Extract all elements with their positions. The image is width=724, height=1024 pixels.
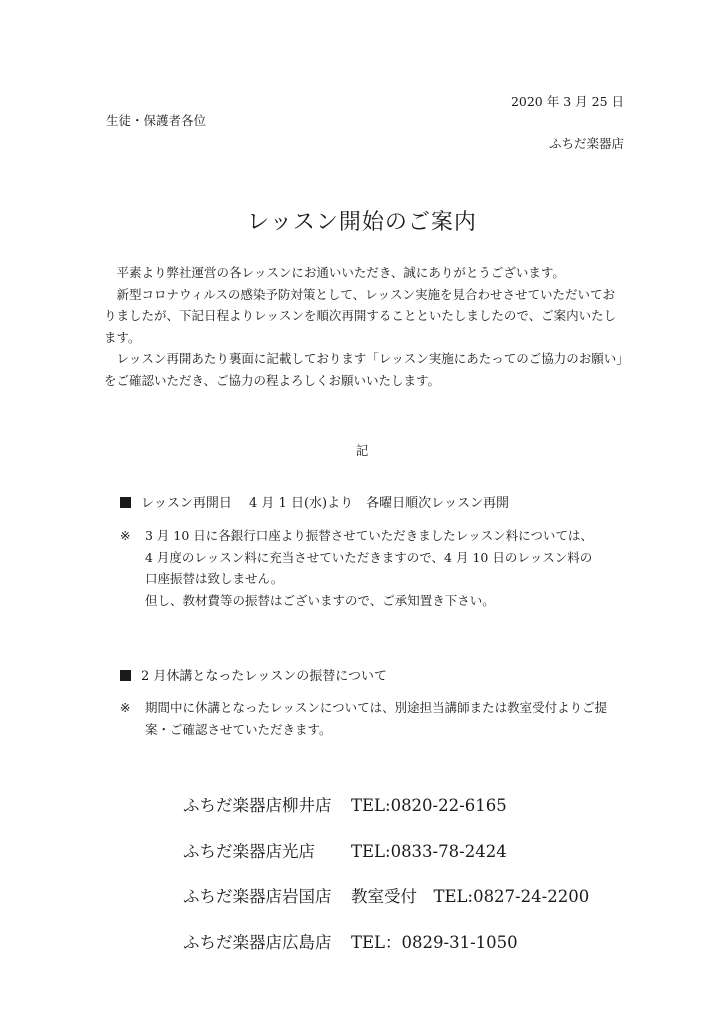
recipient: 生徒・保護者各位: [106, 113, 207, 128]
store-contact: 教室受付 TEL:0827-24-2200: [351, 887, 590, 906]
note-line: 4 月度のレッスン料に充当させていただきますので、4 月 10 日のレッスン料の: [145, 549, 593, 565]
note-line: 但し、教材費等の振替はございますので、ご承知置き下さい。: [145, 592, 495, 608]
note-mark: ※: [120, 528, 131, 543]
store-row: [183, 881, 589, 927]
document-date: 2020 年 3 月 25 日: [510, 94, 624, 109]
item-reopen-date: [120, 492, 509, 511]
body-text: [104, 262, 624, 391]
square-bullet-icon: [120, 497, 131, 508]
store-row: [183, 790, 589, 836]
store-name: ふちだ楽器店広島店: [183, 932, 332, 952]
item-text: 2 月休講となったレッスンの振替について: [141, 669, 388, 684]
page-title: レッスン開始のご案内: [247, 210, 477, 235]
store-contact: TEL：0829-31-1050: [351, 932, 518, 952]
store-name: ふちだ楽器店柳井店: [183, 796, 332, 815]
store-name: ふちだ楽器店岩国店: [183, 887, 332, 906]
store-row: [183, 836, 589, 882]
note-makeup: [120, 697, 630, 740]
note-mark: ※: [120, 700, 131, 715]
note-payment: [120, 525, 630, 611]
store-name: ふちだ楽器店光店: [183, 841, 315, 861]
sender: ふちだ楽器店: [548, 136, 624, 151]
body-paragraph: 新型コロナウィルスの感染予防対策として、レッスン実施を見合わせさせていただいておりましたが、下記日程よりレッスンを順次再開することといたしましたので、ご案内いたします。: [104, 286, 617, 345]
store-row: [183, 927, 589, 973]
note-line: 3 月 10 日に各銀行口座より振替させていただきましたレッスン料については、: [145, 528, 593, 543]
note-line: 口座振替は致しません。: [145, 571, 284, 586]
note-text: 期間中に休講となったレッスンについては、別途担当講師または教室受付よりご提案・ご確認させていただきます。: [145, 700, 608, 737]
item-makeup-lessons: [120, 665, 387, 684]
store-contact: TEL:0820-22-6165: [351, 796, 507, 815]
square-bullet-icon: [120, 670, 131, 681]
body-paragraph: レッスン再開あたり裏面に記載しております「レッスン実施にあたってのご協力のお願い」をご確認いただき、ご協力の程よろしくお願いいたします。: [104, 351, 623, 388]
item-text: レッスン再開日 4 月 1 日(水)より 各曜日順次レッスン再開: [141, 496, 509, 511]
store-list: [183, 790, 589, 972]
body-paragraph: 平素より弊社運営の各レッスンにお通いいただき、誠にありがとうございます。: [116, 265, 565, 280]
store-contact: TEL:0833-78-2424: [351, 841, 507, 861]
ki-heading: 記: [355, 443, 369, 458]
